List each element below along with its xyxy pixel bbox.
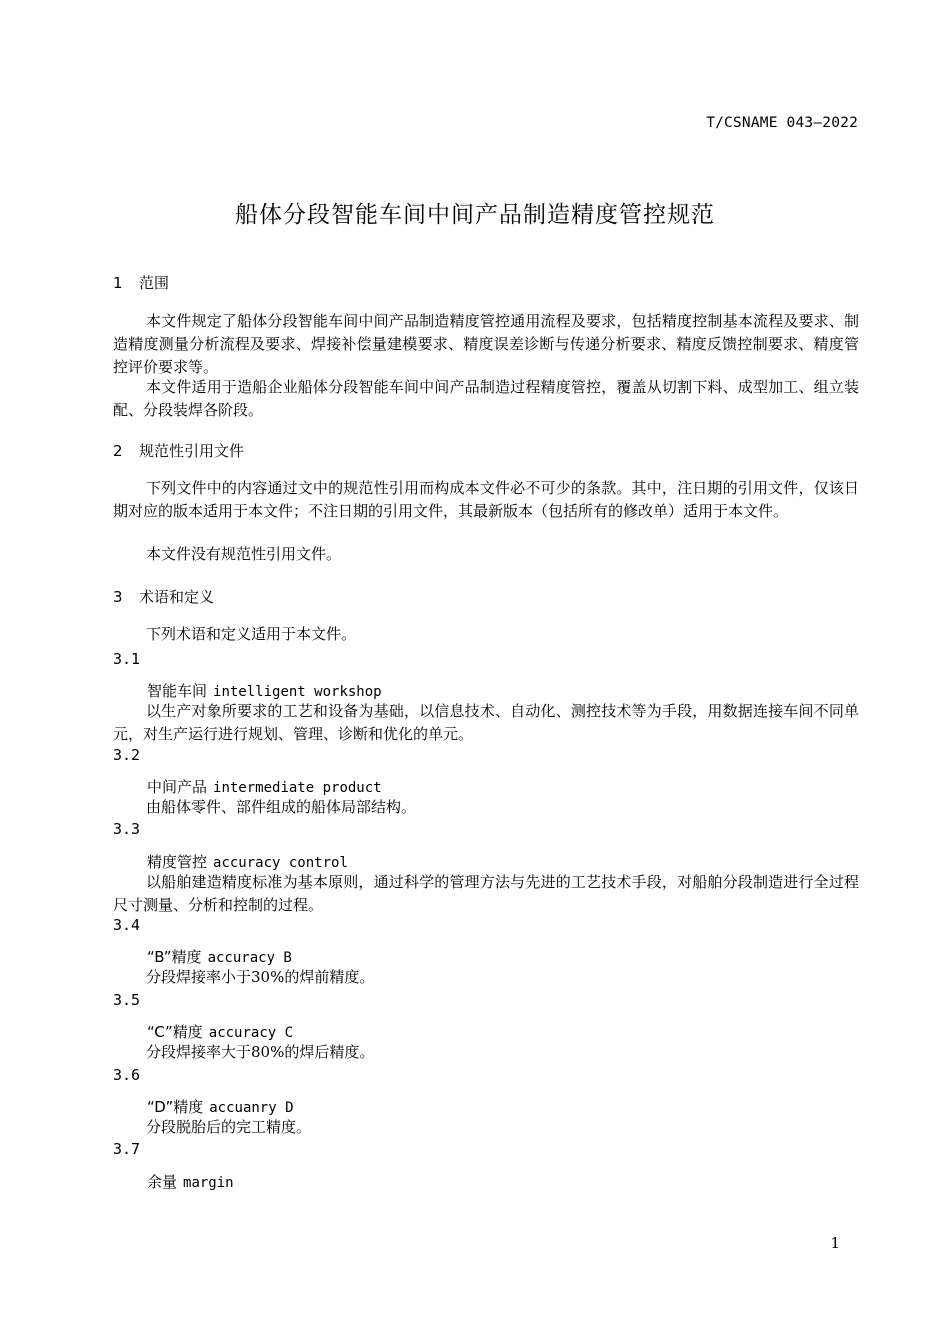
term-entry — [147, 946, 292, 967]
term-en: accuracy B — [207, 950, 292, 966]
clause-number: 3.4 — [113, 916, 141, 934]
document-title: 船体分段智能车间中间产品制造精度管控规范 — [235, 202, 715, 228]
section-number: 2 — [113, 442, 123, 460]
term-entry — [147, 1096, 294, 1117]
term-zh: 中间产品 — [147, 778, 208, 796]
clause-number: 3.3 — [113, 820, 141, 838]
term-en: margin — [183, 1175, 234, 1191]
section-number: 3 — [113, 588, 123, 606]
term-entry — [147, 851, 348, 872]
clause-number: 3.5 — [113, 991, 141, 1009]
term-entry — [147, 1021, 293, 1042]
section-2-heading — [113, 440, 244, 461]
term-definition: 分段脱胎后的完工精度。 — [146, 1118, 312, 1136]
section-title: 术语和定义 — [139, 588, 215, 606]
section-title: 规范性引用文件 — [139, 442, 245, 460]
term-zh: “B”精度 — [147, 948, 202, 966]
term-entry — [147, 1171, 234, 1192]
term-definition: 由船体零件、部件组成的船体局部结构。 — [146, 798, 417, 816]
term-zh: “C”精度 — [147, 1023, 203, 1041]
term-en: accuracy control — [213, 855, 348, 871]
term-en: accuanry D — [209, 1100, 294, 1116]
term-en: intermediate product — [213, 780, 382, 796]
clause-number: 3.6 — [113, 1066, 141, 1084]
term-definition: 分段焊接率大于80%的焊后精度。 — [146, 1043, 375, 1061]
clause-number: 3.1 — [113, 650, 141, 668]
paragraph: 下列术语和定义适用于本文件。 — [146, 625, 357, 643]
paragraph: 本文件适用于造船企业船体分段智能车间中间产品制造过程精度管控，覆盖从切割下料、成型加工、组立装配、分段装焊各阶段。 — [113, 378, 859, 419]
term-zh: 余量 — [147, 1173, 178, 1191]
clause-number: 3.7 — [113, 1140, 141, 1158]
term-definition: 以生产对象所要求的工艺和设备为基础，以信息技术、自动化、测控技术等为手段，用数据连接车间不同单元，对生产运行进行规划、管理、诊断和优化的单元。 — [113, 702, 859, 743]
paragraph: 本文件没有规范性引用文件。 — [146, 545, 342, 563]
clause-number: 3.2 — [113, 746, 141, 764]
page-number: 1 — [830, 1234, 840, 1252]
paragraph: 下列文件中的内容通过文中的规范性引用而构成本文件必不可少的条款。其中，注日期的引用文件，仅该日期对应的版本适用于本文件；不注日期的引用文件，其最新版本（包括所有的修改单）适用于本文件。 — [113, 479, 859, 520]
term-zh: 智能车间 — [147, 682, 208, 700]
term-definition: 分段焊接率小于30%的焊前精度。 — [146, 968, 375, 986]
term-definition: 以船舶建造精度标准为基本原则，通过科学的管理方法与先进的工艺技术手段，对船舶分段制造进行全过程尺寸测量、分析和控制的过程。 — [113, 873, 859, 914]
section-title: 范围 — [139, 274, 170, 292]
section-3-heading — [113, 586, 214, 607]
section-number: 1 — [113, 274, 123, 292]
term-en: accuracy C — [208, 1025, 294, 1041]
standard-number: T/CSNAME 043—2022 — [706, 115, 858, 131]
term-zh: “D”精度 — [147, 1098, 204, 1116]
term-entry — [147, 776, 382, 797]
term-entry — [147, 680, 382, 701]
term-en: intelligent workshop — [213, 684, 382, 700]
term-zh: 精度管控 — [147, 853, 208, 871]
section-1-heading — [113, 272, 169, 293]
paragraph: 本文件规定了船体分段智能车间中间产品制造精度管控通用流程及要求，包括精度控制基本流程及要求、制造精度测量分析流程及要求、焊接补偿量建模要求、精度误差诊断与传递分析要求、精度反馈控制要求、精度管控评价要求等。 — [113, 312, 859, 376]
